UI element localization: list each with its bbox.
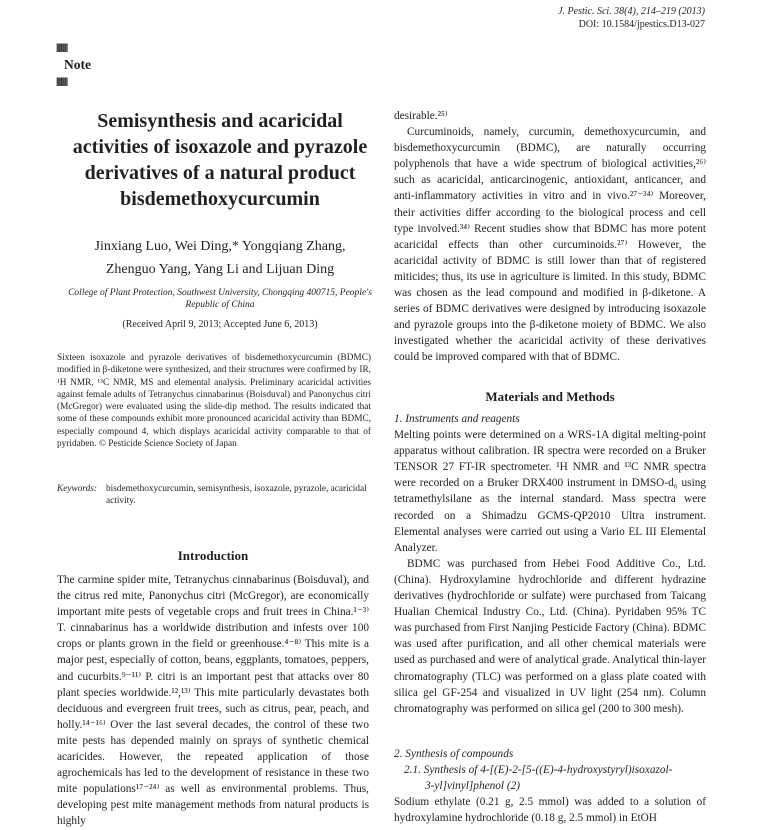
keywords-value: bisdemethoxycurcumin, semisynthesis, isoxazole, pyrazole, acaricidal activity. bbox=[106, 484, 367, 507]
curcuminoids-paragraph: Curcuminoids, namely, curcumin, demethoxycurcumin, and bisdemethoxycurcumin (BDMC), are naturally occurring polyphenols that have a wide spectrum of biological activities,²⁶⁾ such as acaricidal, anticarcinogenic, antioxidant, anticancer, and anti-inflammatory activities in vitro and in vivo.²⁷⁻³⁴⁾ Moreover, their activities differ according to the biological process and cell type involved.³⁴⁾ Recent studies show that BDMC has more potent acaricidal effects than other curcuminoids.²⁷⁾ However, the acaricidal activity of BDMC is still lower than that of registered miticides; thus, its use in agriculture is limited. In this study, BDMC was chosen as the lead compound and modified in β-diketone. A series of BDMC derivatives were designed by introducing isoxazole and pyrazole groups into the β-diketone moiety of BDMC. We also investigated whether the acaricidal activity of these derivatives could be improved compared with that of BDMC. bbox=[394, 126, 706, 364]
article-type-label: Note bbox=[64, 57, 91, 72]
author-list bbox=[56, 235, 384, 281]
author-line-1: Jinxiang Luo, Wei Ding,* Yongqiang Zhang, bbox=[94, 239, 346, 254]
synthesis-paragraph: Sodium ethylate (0.21 g, 2.5 mmol) was added to a solution of hydroxylamine hydrochloride (0.18 g, 2.5 mmol) in EtOH bbox=[394, 796, 706, 825]
right-column-methods bbox=[394, 411, 706, 717]
right-column-synthesis bbox=[394, 746, 706, 826]
received-dates: (Received April 9, 2013; Accepted June 6, 2013) bbox=[122, 319, 318, 330]
affiliation: College of Plant Protection, Southwest University, Chongqing 400715, People's Republic of China bbox=[68, 288, 372, 310]
introduction-body bbox=[57, 572, 369, 830]
article-title: Semisynthesis and acaricidal activities of isoxazole and pyrazole derivatives of a natural product bisdemethoxycurcumin bbox=[72, 110, 368, 210]
journal-citation: J. Pestic. Sci. 38(4), 214–219 (2013) bbox=[558, 6, 705, 17]
journal-reference bbox=[558, 6, 705, 31]
author-line-2: Zhenguo Yang, Yang Li and Lijuan Ding bbox=[105, 262, 335, 277]
keywords-label: Keywords: bbox=[57, 484, 97, 494]
instruments-paragraph: Melting points were determined on a WRS-1A digital melting-point apparatus without calibration. IR spectra were recorded on a Bruker TENSOR 27 FT-IR spectrometer. ¹H NMR and ¹³C NMR spectra were recorded on a Bruker DRX400 instrument in DMSO-d₆ using tetramethylsilane as the internal standard. Mass spectra were recorded on a Shimadzu GCMS-QP2010 Ultra instrument. Elemental analyses were carried out using a Vario EL III Elemental Analyzer. bbox=[394, 429, 706, 554]
synthesis-subheading: 2. Synthesis of compounds bbox=[394, 748, 514, 760]
instruments-subheading: 1. Instruments and reagents bbox=[394, 413, 520, 425]
introduction-paragraph: The carmine spider mite, Tetranychus cinnabarinus (Boisduval), and the citrus red mite, Panonychus citri (McGregor), are economically important mite pests of vegetable crops and fruit trees in China.¹⁻³⁾ T. cinnabarinus has a worldwide distribution and infests over 100 crops or plants grown in the field or greenhouse.⁴⁻⁸⁾ This mite is a major pest, especially of cotton, beans, eggplants, tomatoes, peppers, and cucurbits.⁹⁻¹¹⁾ P. citri is an important pest that attacks over 80 plant species worldwide.¹²,¹³⁾ This mite particularly devastates both deciduous and evergreen fruit trees, such as citrus, pear, peach, and holly.¹⁴⁻¹⁶⁾ Over the last several decades, the control of these two mite pests has depended mainly on sprays of synthetic chemical acaricides. However, the repeated application of those agrochemicals has led to the development of resistance in these two mite populations¹⁷⁻²⁴⁾ as well as environmental problems. Thus, developing pest mite management methods from natural products is highly bbox=[57, 574, 369, 828]
materials-heading: Materials and Methods bbox=[485, 389, 615, 404]
header-bar-top: |||||||||||||||| bbox=[56, 42, 67, 52]
header-bar-bottom: |||||||||||||||| bbox=[56, 76, 67, 86]
journal-doi: DOI: 10.1584/jpestics.D13-027 bbox=[578, 18, 705, 30]
abstract: Sixteen isoxazole and pyrazole derivatives of bisdemethoxycurcumin (BDMC) modified in β-diketone were synthesized, and their structures were confirmed by IR, ¹H NMR, ¹³C NMR, MS and elemental analysis. Preliminary acaricidal activities against female adults of Tetranychus cinnabarinus (Boisduval) and Panonychus citri (McGregor) were evaluated using the slide-dip method. The results indicated that some of these compounds exhibit more pronounced acaricidal activity than BDMC, especially compound 4, which displays acaricidal activity comparable to that of pyridaben. © Pesticide Science Society of Japan bbox=[57, 353, 371, 450]
introduction-heading: Introduction bbox=[177, 548, 249, 563]
reagents-paragraph: BDMC was purchased from Hebei Food Additive Co., Ltd. (China). Hydroxylamine hydrochloride and different hydrazine derivatives (hydrochloride or sulfate) were purchased from Taicang Hualian Chemical Industry Co., Ltd. (China). Pyridaben 95% TC was purchased from First Nanjing Pesticide Factory (China). BDMC was used after purification, and all other chemical materials were used as purchased and were of analytical grade. Analytical thin-layer chromatography (TLC) was performed on a glass plate coated with silica gel GF-254 and visualized in UV light (254 nm). Column chromatography was performed on silica gel (200 to 300 mesh). bbox=[394, 557, 706, 715]
right-column-top bbox=[394, 108, 706, 366]
compound-2-heading-line-1: 2.1. Synthesis of 4-[(E)-2-[5-((E)-4-hydroxystyryl)isoxazol- bbox=[404, 764, 673, 777]
continuation-text: desirable.²⁵⁾ bbox=[394, 110, 448, 122]
compound-2-heading-line-2: 3-yl]vinyl]phenol (2) bbox=[425, 780, 521, 793]
keywords bbox=[57, 483, 371, 508]
